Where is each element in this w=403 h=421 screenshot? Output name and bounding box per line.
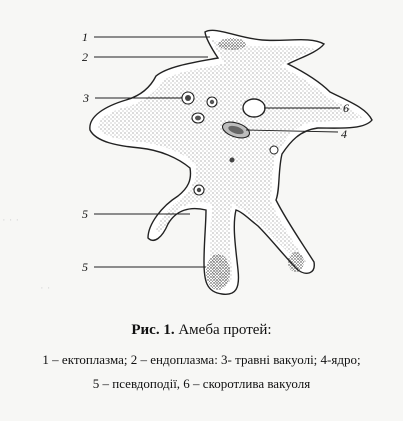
pseudopod-tip-shading bbox=[288, 252, 304, 272]
figure-title: Амеба протей: bbox=[174, 322, 272, 338]
caption-legend-line-2: 5 – псевдоподії, 6 – скоротлива вакуоля bbox=[92, 376, 311, 391]
food-vacuole bbox=[230, 158, 235, 163]
label-5b: 5 bbox=[82, 260, 88, 274]
figure-caption-title bbox=[0, 321, 403, 339]
food-vacuole-core bbox=[185, 95, 191, 101]
caption-legend-line-1: 1 – ектоплазма; 2 – ендоплазма: 3- травні вакуолі; 4-ядро; bbox=[42, 352, 361, 367]
label-3: 3 bbox=[83, 91, 89, 105]
label-2: 2 bbox=[82, 50, 88, 64]
food-vacuole-core bbox=[197, 188, 201, 192]
show-through-text: · · · bbox=[2, 214, 20, 226]
show-through-text: · · bbox=[40, 282, 51, 294]
label-5a: 5 bbox=[82, 207, 88, 221]
label-6: 6 bbox=[343, 101, 349, 115]
food-vacuole-core bbox=[195, 116, 201, 121]
contractile-vacuole bbox=[243, 99, 265, 117]
pseudopod-tip-shading bbox=[206, 254, 230, 290]
food-vacuole bbox=[270, 146, 278, 154]
label-4: 4 bbox=[341, 127, 347, 141]
figure-number: Рис. 1. bbox=[131, 322, 175, 338]
label-1: 1 bbox=[82, 30, 88, 44]
food-vacuole-core bbox=[210, 100, 214, 104]
endoplasm bbox=[98, 40, 362, 287]
pseudopod-tip-shading bbox=[218, 38, 246, 50]
